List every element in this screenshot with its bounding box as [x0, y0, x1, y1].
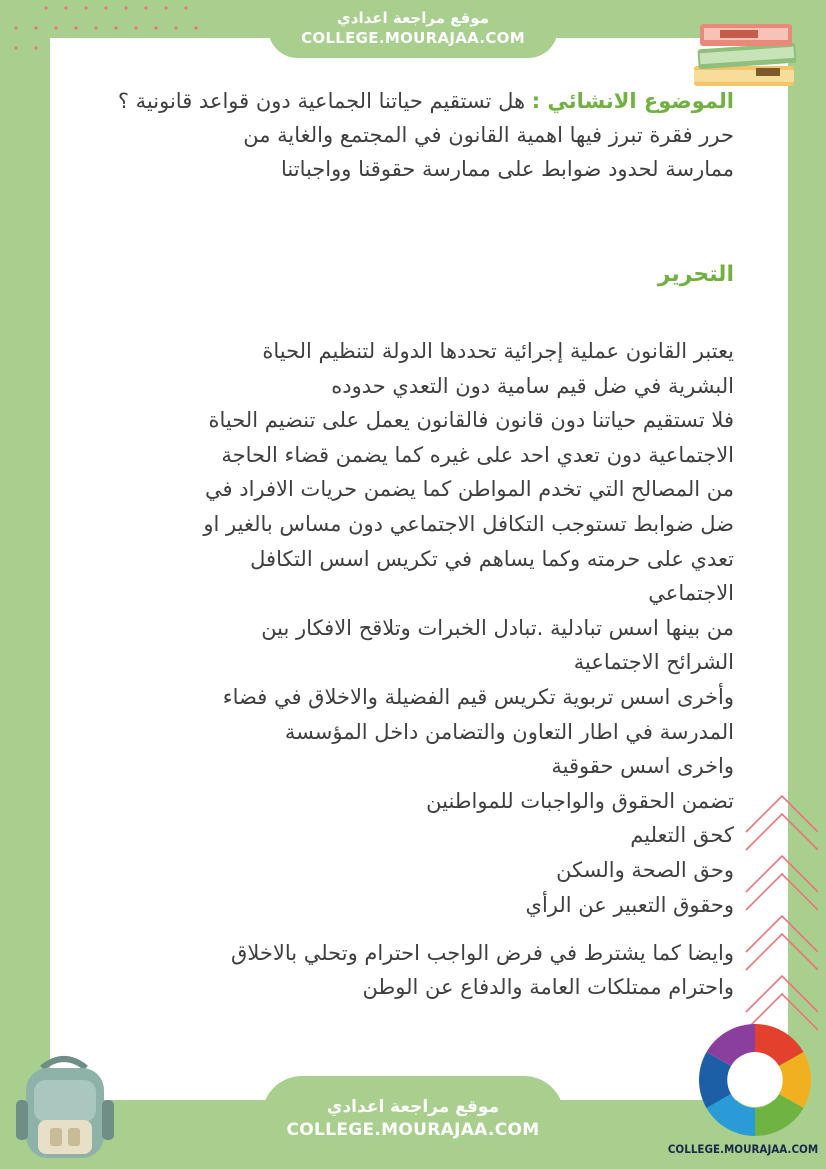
conclusion-line: واحترام ممتلكات العامة والدفاع عن الوطن	[362, 975, 734, 1000]
body-line: فلا تستقيم حياتنا دون قانون فالقانون يعمل على تنضيم الحياة	[208, 408, 734, 433]
body-line: الاجتماعي	[648, 581, 734, 606]
footer-site-url[interactable]: COLLEGE.MOURAJAA.COM	[286, 1120, 540, 1140]
body-line: ضل ضوابط تستوجب التكافل الاجتماعي دون مساس بالغير او	[203, 511, 734, 536]
task-line: حرر فقرة تبرز فيها اهمية القانون في المجتمع والغاية من	[243, 123, 734, 147]
body-line: كحق التعليم	[630, 823, 734, 848]
body-line: وحقوق التعبير عن الرأي	[525, 892, 734, 917]
conclusion-line: وايضا كما يشترط في فرض الواجب احترام وتحلي بالاخلاق	[231, 941, 734, 966]
body-line: الشرائح الاجتماعية	[573, 650, 734, 675]
chevron-up-icon	[742, 792, 820, 1042]
header-site-url[interactable]: COLLEGE.MOURAJAA.COM	[301, 29, 525, 47]
topic-label: الموضوع الانشائي :	[531, 89, 734, 113]
body-line: المدرسة في اطار التعاون والتضامن داخل المؤسسة	[284, 719, 734, 744]
body-line: وحق الصحة والسكن	[556, 857, 734, 882]
backpack-icon	[12, 1050, 118, 1162]
body-line: تضمن الحقوق والواجبات للمواطنين	[426, 788, 734, 813]
body-line: وأخرى اسس تربوية تكريس قيم الفضيلة والاخلاق في فضاء	[222, 684, 734, 709]
books-icon	[690, 8, 802, 94]
essay-body	[70, 334, 734, 922]
subjects-wheel-logo	[692, 1020, 818, 1140]
footer-banner	[262, 1076, 564, 1169]
essay-conclusion	[70, 936, 734, 1004]
topic-question-text: هل تستقيم حياتنا الجماعية دون قواعد قانونية ؟	[117, 89, 532, 113]
task-instructions	[70, 118, 734, 186]
body-line: البشرية في ضل قيم سامية دون التعدي حدوده	[331, 373, 734, 398]
body-line: من المصالح التي تخدم المواطن كما يضمن حريات الافراد في	[205, 477, 734, 502]
body-line: تعدي على حرمته وكما يساهم في تكريس اسس التكافل	[250, 546, 734, 571]
body-line: واخرى اسس حقوقية	[551, 754, 734, 779]
topic-question	[70, 84, 734, 118]
header-banner	[268, 0, 558, 58]
header-site-name: موقع مراجعة اعدادي	[337, 9, 489, 27]
footer-logo-text: COLLEGE.MOURAJAA.COM	[667, 1142, 819, 1156]
body-line: من بينها اسس تبادلية .تبادل الخبرات وتلاقح الافكار بين	[261, 615, 734, 640]
body-line: الاجتماعية دون تعدي احد على غيره كما يضمن قضاء الحاجة	[221, 442, 734, 467]
essay-content	[70, 84, 734, 1004]
footer-site-name: موقع مراجعة اعدادي	[326, 1097, 500, 1117]
body-line: يعتبر القانون عملية إجرائية تحددها الدولة لتنظيم الحياة	[262, 339, 734, 363]
section-heading: التحرير	[657, 262, 734, 287]
task-line: ممارسة لحدود ضوابط على ممارسة حقوقنا وواجباتنا	[280, 157, 734, 181]
